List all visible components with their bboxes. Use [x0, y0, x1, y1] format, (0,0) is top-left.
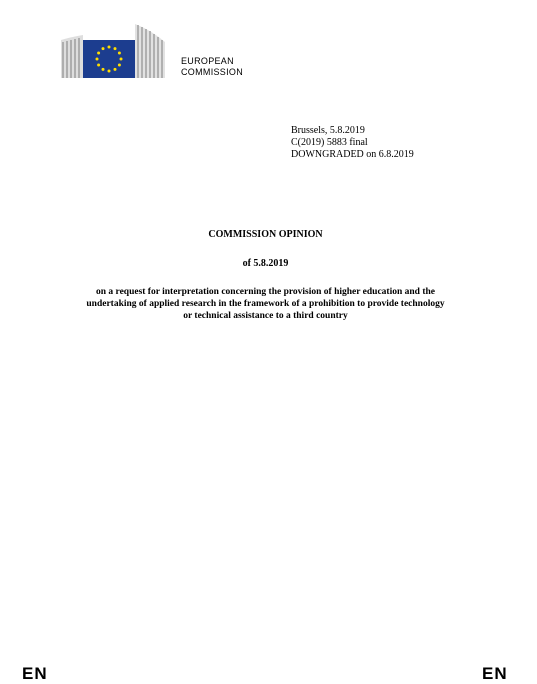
language-mark-left: EN: [22, 664, 48, 683]
document-date-line: of 5.8.2019: [242, 258, 289, 269]
logo-line-1: EUROPEAN: [181, 56, 234, 66]
subject-line: undertaking of applied research in the framework of a prohibition to provide technology: [86, 299, 445, 309]
european-commission-logo: [61, 20, 261, 82]
subject-line: on a request for interpretation concerning the provision of higher education and the: [95, 287, 436, 297]
document-title: COMMISSION OPINION: [208, 229, 323, 240]
language-mark-right: EN: [482, 664, 508, 683]
downgraded-note: DOWNGRADED on 6.8.2019: [291, 149, 414, 160]
berlaymont-building-icon: [61, 20, 181, 82]
reference-number: C(2019) 5883 final: [291, 137, 368, 148]
document-meta: [291, 125, 414, 161]
place-date: Brussels, 5.8.2019: [291, 125, 365, 136]
logo-line-2: COMMISSION: [181, 67, 244, 77]
subject-line: or technical assistance to a third country: [183, 311, 348, 321]
document-subject: [50, 286, 481, 322]
logo-wordmark: [181, 56, 243, 78]
